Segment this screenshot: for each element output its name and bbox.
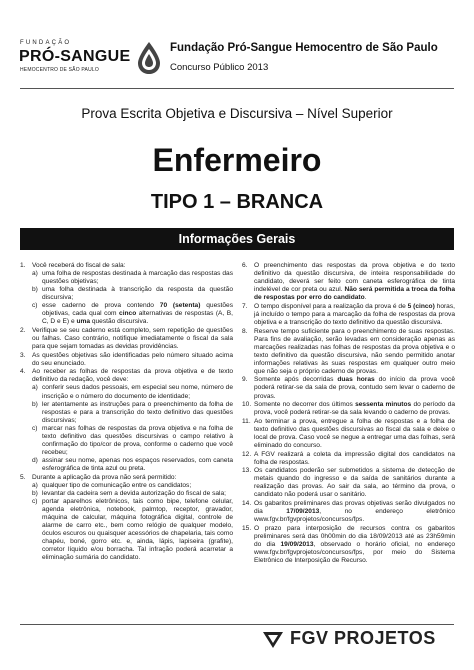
item-text: As questões objetivas são identificadas pelo número situado acima do seu enunciado.	[32, 351, 233, 367]
sub-text: qualquer tipo de comunicação entre os candidatos;	[42, 481, 192, 489]
sub-letter: c)	[32, 497, 38, 505]
item-number: 1.	[20, 262, 26, 269]
item-text: Os gabaritos preliminares das provas objetivas serão divulgados no dia	[254, 500, 455, 516]
sub-letter: b)	[32, 400, 38, 408]
instruction-item	[242, 467, 455, 499]
sub-item	[32, 286, 233, 302]
footer-divider	[20, 624, 454, 625]
instruction-item	[242, 303, 455, 327]
item-text: O prazo para interposição de recursos contra os gabaritos preliminares será das 0h00min do dia 18/09/2013 até as 23h59min do dia	[254, 524, 455, 548]
sub-item	[32, 302, 233, 326]
item-text: Ao terminar a prova, entregue a folha de respostas e a folha de texto definitivo das questões discursivas ao fiscal da sala e deixe o local de prova. Caso você se negue a entregar uma das folhas, será eliminado do concurso.	[254, 417, 455, 449]
sub-text: alternativas de respostas (A, B, C, D e E) e	[42, 310, 233, 326]
instructions-right-column	[242, 262, 455, 622]
exam-type: Prova Escrita Objetiva e Discursiva – Nível Superior	[81, 106, 393, 121]
item-text: A FGV realizará a coleta da impressão digital dos candidatos na folha de respostas.	[254, 450, 455, 466]
sub-letter: c)	[32, 302, 38, 310]
sub-text: conferir seus dados pessoais, em especial seu nome, número de inscrição e o número do documento de identidade;	[42, 384, 233, 400]
item-number: 15.	[242, 524, 252, 532]
sub-text: uma folha destinada à transcrição da resposta da questão discursiva;	[42, 286, 233, 302]
item-number: 3.	[20, 351, 26, 359]
item-number: 12.	[242, 450, 252, 458]
instruction-item	[242, 376, 455, 400]
item-text: horas, já incluído o tempo para a marcação da folha de respostas da prova objetiva e a transcrição do texto definitivo da questão discursiva.	[254, 302, 455, 326]
item-text: O tempo disponível para a realização da prova é de	[254, 302, 408, 310]
sub-letter: b)	[32, 286, 38, 294]
header-divider	[20, 88, 454, 89]
item-text: Reserve tempo suficiente para o preenchimento de suas respostas. Para fins de avaliação, serão levadas em consideração apenas as marcações realizadas nas folhas de respostas da prova objetiva e o texto definitivo da questão discursiva, não sendo permitido anotar informações relativas às suas respostas em qualquer outro meio que não seja o próprio caderno de provas.	[254, 327, 455, 375]
bold-text: Não será permitida a troca da folha de respostas por erro do candidato	[254, 286, 455, 302]
bold-text: 70 (setenta)	[159, 302, 201, 310]
blood-drop-icon	[134, 40, 164, 76]
sub-text: levantar da cadeira sem a devida autorização do fiscal de sala;	[42, 489, 227, 497]
sub-text: questão discursiva.	[90, 318, 149, 326]
instruction-item	[242, 500, 455, 524]
logo-top-text: FUNDAÇÃO	[20, 40, 72, 46]
instruction-item	[242, 262, 455, 302]
item-text: Você receberá do fiscal de sala:	[32, 262, 126, 269]
item-number: 13.	[242, 467, 252, 475]
instruction-item	[20, 474, 233, 563]
position-title: Enfermeiro	[152, 142, 322, 178]
sub-text: portar aparelhos eletrônicos, tais como bipe, telefone celular, agenda eletrônica, notebook, palmtop, receptor, gravador, máquina de calcular, máquina fotográfica digital, controle de alarme de carro etc., bem como relógio de qualquer modelo, óculos escuros ou quaisquer acessórios de chapelaria, tais como chapéu, boné, gorro etc. e, ainda, lápis, lapiseira (grafite), corretor líquido e/ou borracha. Tal infração poderá acarretar a eliminação sumária do candidato.	[42, 497, 233, 562]
item-text: Somente no decorrer dos últimos	[254, 401, 356, 409]
sub-item	[32, 498, 233, 562]
item-text: Ao receber as folhas de respostas da prova objetiva e de texto definitivo da redação, você deve:	[32, 368, 233, 384]
item-text: O preenchimento das respostas da prova objetiva e do texto definitivo da questão discursiva, de inteira responsabilidade do candidato, deverá ser feito com caneta esferográfica de tinta indelével de cor preta ou azul.	[254, 262, 455, 294]
item-text: Durante a aplicação da prova não será permitido:	[32, 473, 177, 481]
footer-brand: FGV PROJETOS	[290, 628, 436, 648]
sub-item	[32, 425, 233, 457]
sub-text: questões objetivas, cada qual com	[42, 302, 233, 318]
fgv-projetos-logo	[262, 628, 462, 654]
sub-text: assinar seu nome, apenas nos espaços reservados, com caneta esferográfica de tinta azul ou preta.	[42, 456, 233, 472]
instruction-item	[242, 525, 455, 565]
sub-letter: a)	[32, 481, 38, 489]
sub-item	[32, 384, 233, 400]
sub-item	[32, 490, 233, 498]
section-header: Informações Gerais	[20, 228, 454, 250]
bold-text: sessenta minutos	[355, 401, 412, 409]
item-number: 7.	[242, 302, 248, 310]
sub-item	[32, 270, 233, 286]
bold-text: duas horas	[337, 376, 375, 384]
instruction-item	[242, 401, 455, 417]
bold-text: 19/09/2013	[280, 540, 314, 548]
item-number: 11.	[242, 417, 251, 425]
instruction-item	[242, 328, 455, 376]
logo-sub-text: HEMOCENTRO DE SÃO PAULO	[20, 67, 99, 73]
sub-text: ler atentamente as instruções para o preenchimento da folha de respostas e para a transcrição do texto definitivo das questões discursivas;	[42, 400, 233, 424]
sub-item	[32, 457, 233, 473]
sub-text: marcar nas folhas de respostas da prova objetiva e na folha de texto definitivo das questões discursivas o campo relativo à confirmação do tipo/cor de prova, conforme o caderno que você recebeu;	[42, 424, 233, 456]
sub-text: uma folha de respostas destinada à marcação das respostas das questões objetivas;	[42, 270, 233, 286]
instruction-item	[242, 451, 455, 467]
item-number: 10.	[242, 401, 252, 409]
sub-letter: d)	[32, 456, 38, 464]
item-number: 6.	[242, 262, 248, 269]
item-number: 4.	[20, 368, 26, 376]
item-text: .	[364, 294, 367, 302]
sub-item	[32, 401, 233, 425]
item-number: 5.	[20, 473, 26, 481]
item-text: Verifique se seu caderno está completo, sem repetição de questões ou falhas. Caso contrário, notifique imediatamente o fiscal da sala para que sejam tomadas as devidas providências.	[32, 326, 233, 351]
item-number: 8.	[242, 327, 248, 335]
sub-item	[32, 482, 233, 490]
item-number: 2.	[20, 326, 26, 334]
sub-letter: a)	[32, 270, 38, 278]
instruction-item	[242, 418, 455, 450]
instruction-item	[20, 262, 233, 326]
sub-letter: b)	[32, 489, 38, 497]
sub-text: esse caderno de prova contendo	[42, 302, 160, 310]
sub-letter: c)	[32, 424, 38, 432]
bold-text: uma	[76, 318, 91, 326]
instructions-left-column	[20, 262, 233, 622]
bold-text: 5 (cinco)	[407, 302, 435, 310]
item-text: , observado o horário oficial, no endereço www.fgv.br/fgvprojetos/concursos/fps, por meio do Sistema Eletrônico de Interposição de Recurso.	[254, 540, 455, 565]
item-number: 9.	[242, 376, 248, 384]
item-text: do período da prova, você poderá retirar-se da sala levando o caderno de provas.	[254, 401, 455, 417]
item-text: , no endereço eletrônico www.fgv.br/fgvprojetos/concursos/fps.	[254, 508, 455, 524]
bold-text: cinco	[119, 310, 137, 318]
sub-letter: a)	[32, 384, 38, 392]
instruction-item	[20, 352, 233, 368]
header-title: Fundação Pró-Sangue Hemocentro de São Paulo	[170, 42, 438, 54]
item-text: Os candidatos poderão ser submetidos a sistema de detecção de metais quando do ingresso e da saída de sanitários durante a realização das provas. Ao sair da sala, ao término da prova, o candidato não poderá usar o sanitário.	[254, 467, 455, 499]
exam-variant: TIPO 1 – BRANCA	[150, 191, 324, 213]
item-number: 14.	[242, 500, 252, 508]
instruction-item	[20, 327, 233, 351]
item-text: do início da prova você poderá retirar-se da sala de prova, contudo sem levar o caderno de provas.	[254, 376, 455, 400]
header-subtitle: Concurso Público 2013	[170, 62, 269, 73]
instruction-item	[20, 368, 233, 473]
fgv-mark-icon	[262, 630, 284, 650]
item-text: Somente após decorridas	[254, 376, 338, 384]
bold-text: 17/09/2013	[286, 508, 320, 516]
logo-main-text: PRÓ-SANGUE	[19, 48, 131, 65]
